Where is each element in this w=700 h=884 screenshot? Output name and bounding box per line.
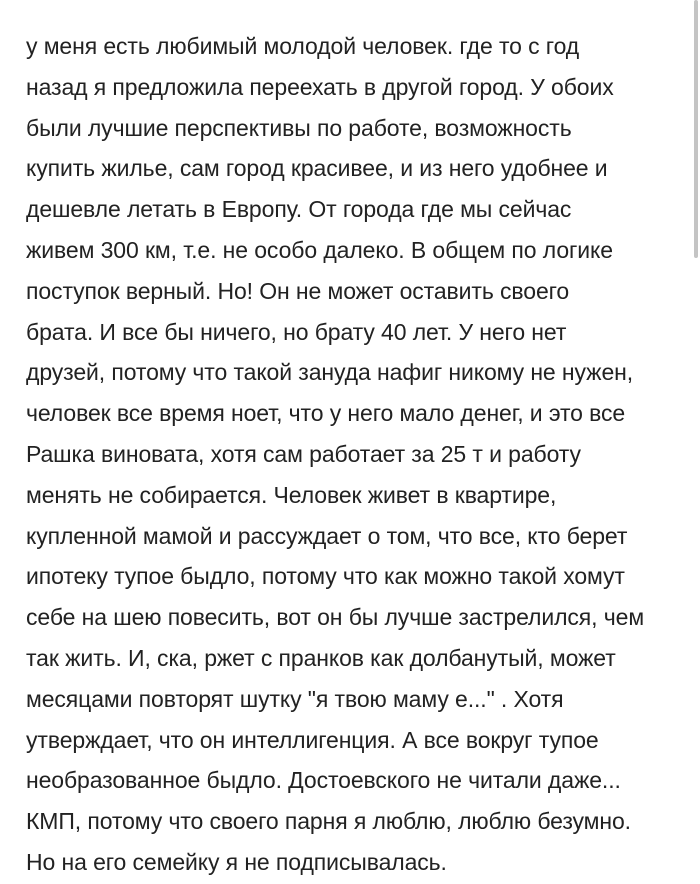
text-line: так жить. И, ска, ржет с пранков как долбанутый, может	[26, 644, 616, 671]
text-line: купить жилье, сам город красивее, и из него удобнее и	[26, 155, 608, 182]
post-text	[26, 26, 686, 883]
text-line: купленной мамой и рассуждает о том, что все, кто берет	[26, 522, 628, 549]
text-line: у меня есть любимый молодой человек. где то с год	[26, 33, 580, 59]
text-line: друзей, потому что такой зануда нафиг никому не нужен,	[26, 359, 634, 386]
text-line: месяцами повторят шутку "я твою маму е..." . Хотя	[26, 685, 564, 712]
text-line: были лучшие перспективы по работе, возможность	[26, 114, 572, 141]
text-line: назад я предложила переехать в другой город. У обоих	[26, 73, 614, 100]
text-line: Но на его семейку я не подписывалась.	[26, 848, 447, 875]
text-line: поступок верный. Но! Он не может оставить своего	[26, 277, 570, 304]
text-line: необразованное быдло. Достоевского не читали даже...	[26, 767, 621, 794]
text-line: брата. И все бы ничего, но брату 40 лет. У него нет	[26, 318, 567, 345]
text-line: живем 300 км, т.е. не особо далеко. В общем по логике	[26, 236, 613, 263]
text-line: КМП, потому что своего парня я люблю, люблю безумно.	[26, 808, 631, 835]
text-line: человек все время ноет, что у него мало денег, и это все	[26, 400, 626, 427]
text-line: Рашка виновата, хотя сам работает за 25 т и работу	[26, 440, 581, 467]
text-line: дешевле летать в Европу. От города где мы сейчас	[26, 196, 572, 223]
scrollbar-thumb[interactable]	[694, 0, 698, 258]
text-line: ипотеку тупое быдло, потому что как можно такой хомут	[26, 563, 625, 590]
text-line: утверждает, что он интеллигенция. А все вокруг тупое	[26, 726, 599, 753]
text-line: себе на шею повесить, вот он бы лучше застрелился, чем	[26, 604, 645, 631]
text-line: менять не собирается. Человек живет в квартире,	[26, 481, 557, 508]
